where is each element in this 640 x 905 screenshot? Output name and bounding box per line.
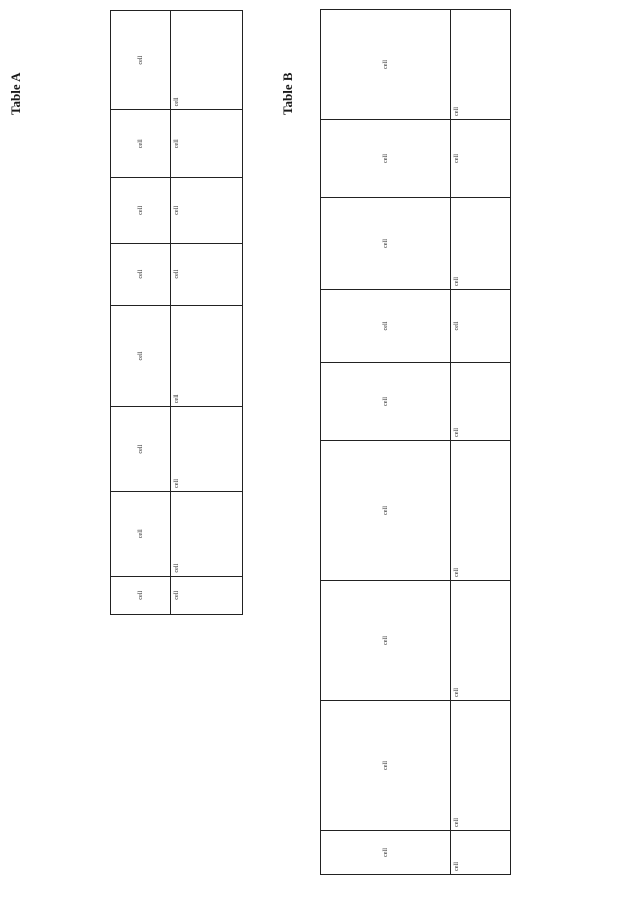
table-b-cell: cell (451, 581, 511, 701)
table-a-header-row (111, 11, 171, 615)
table-a-header-cell: cell (111, 491, 171, 576)
table-a-cell: cell (171, 11, 243, 110)
table-b-header-row (321, 10, 451, 875)
table-row (171, 11, 243, 615)
table-a-cell: cell (171, 178, 243, 243)
table-a-cell: cell (171, 576, 243, 614)
table-a-header-cell: cell (111, 178, 171, 243)
table-a (110, 10, 243, 615)
table-row (451, 10, 511, 875)
table-a-header-cell: cell (111, 407, 171, 492)
table-b-cell: cell (451, 290, 511, 363)
table-a-label: Table A (8, 72, 23, 115)
table-b-cell: cell (451, 831, 511, 875)
table-b-cell: cell (451, 198, 511, 290)
table-b-header-cell: cell (321, 831, 451, 875)
table-b-header-cell: cell (321, 581, 451, 701)
table-a-cell: cell (171, 305, 243, 407)
table-a-header-cell: cell (111, 110, 171, 178)
table-b-header-cell: cell (321, 290, 451, 363)
table-b-header-cell: cell (321, 10, 451, 120)
table-b-cell: cell (451, 441, 511, 581)
table-b-header-cell: cell (321, 441, 451, 581)
table-a-header-cell: cell (111, 305, 171, 407)
table-b-header-cell: cell (321, 120, 451, 198)
table-b-cell: cell (451, 701, 511, 831)
table-a-header-cell: cell (111, 11, 171, 110)
table-a-header-cell: cell (111, 243, 171, 305)
table-b-label: Table B (280, 72, 295, 115)
table-b-cell: cell (451, 120, 511, 198)
table-a-cell: cell (171, 407, 243, 492)
table-b-cell: cell (451, 10, 511, 120)
table-b-header-cell: cell (321, 363, 451, 441)
table-a-cell: cell (171, 110, 243, 178)
table-a-cell: cell (171, 243, 243, 305)
table-b-header-cell: cell (321, 198, 451, 290)
table-b-cell: cell (451, 363, 511, 441)
table-b-header-cell: cell (321, 701, 451, 831)
table-a-header-cell: cell (111, 576, 171, 614)
table-b (320, 9, 511, 875)
table-a-cell: cell (171, 491, 243, 576)
